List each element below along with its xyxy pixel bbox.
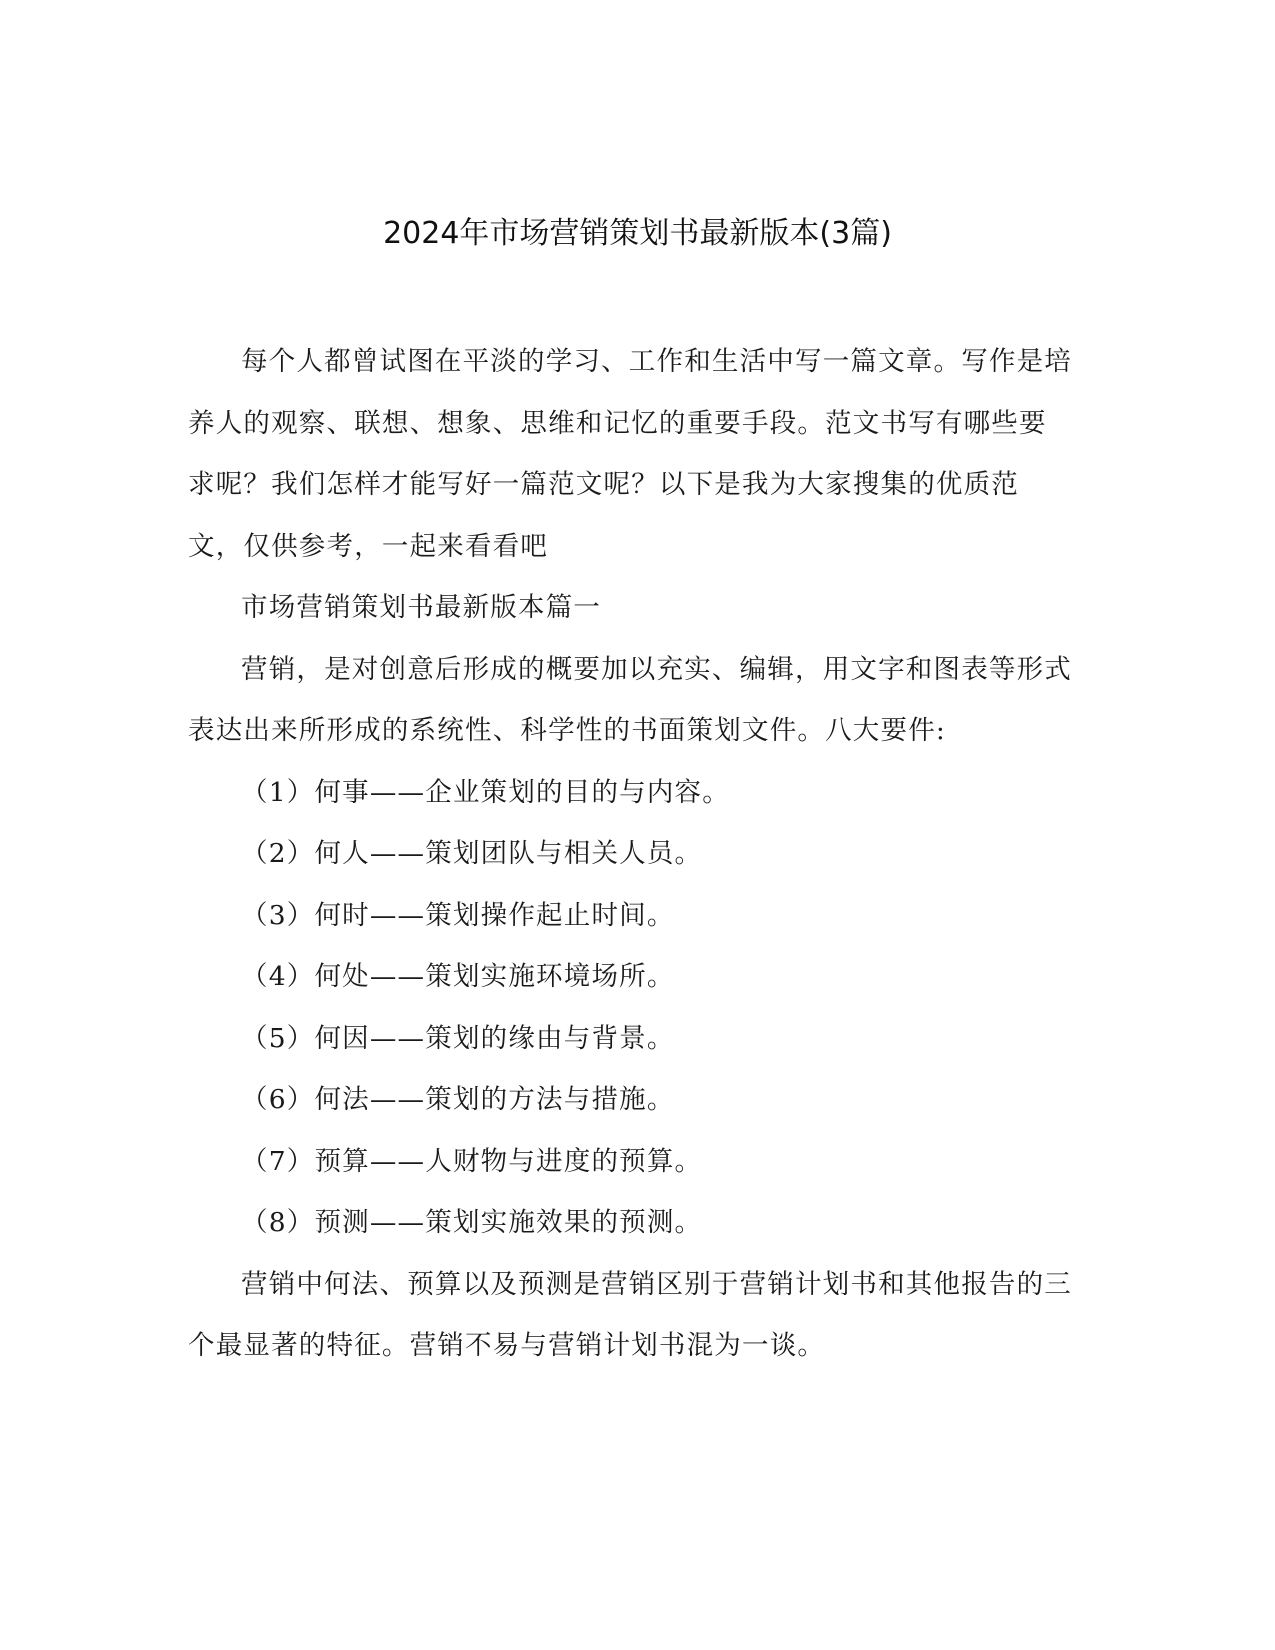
section-heading: 市场营销策划书最新版本篇一 [241,592,602,623]
list-item: （2）何人——策划团队与相关人员。 [241,838,703,869]
list-item: （6）何法——策划的方法与措施。 [241,1084,675,1115]
list-item: （3）何时——策划操作起止时间。 [241,899,675,931]
list-item: （1）何事——企业策划的目的与内容。 [241,776,730,808]
list-item: （8）预测——策划实施效果的预测。 [241,1207,703,1238]
list-item: （4）何处——策划实施环境场所。 [241,961,675,992]
intro-paragraph: 每个人都曾试图在平淡的学习、工作和生活中写一篇文章。写作是培养人的观察、联想、想象、思维和记忆的重要手段。范文书写有哪些要求呢？我们怎样才能写好一篇范文呢？以下是我为大家搜集的优质范文，仅供参考，一起来看看吧 [188,346,1072,562]
definition-paragraph: 营销，是对创意后形成的概要加以充实、编辑，用文字和图表等形式表达出来所形成的系统性、科学性的书面策划文件。八大要件: [188,653,1072,746]
document-title: 2024年市场营销策划书最新版本(3篇) [383,216,892,251]
list-item: （5）何因——策划的缘由与背景。 [241,1022,675,1054]
document-body [188,331,1073,1377]
conclusion-paragraph: 营销中何法、预算以及预测是营销区别于营销计划书和其他报告的三个最显著的特征。营销不易与营销计划书混为一谈。 [188,1268,1072,1361]
list-item: （7）预算——人财物与进度的预算。 [241,1145,703,1177]
